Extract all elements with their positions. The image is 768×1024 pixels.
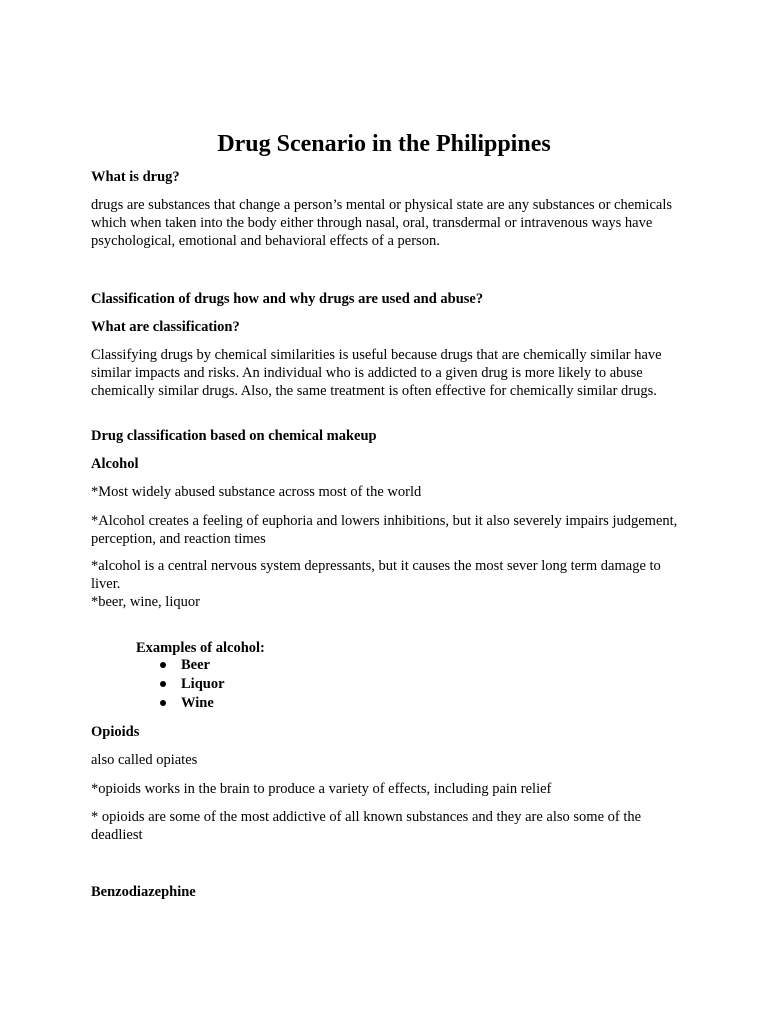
- heading-alcohol: Alcohol: [91, 456, 139, 472]
- paragraph-alcohol-3: *alcohol is a central nervous system depressants, but it causes the most sever long term damage to liver.: [91, 558, 661, 592]
- list-item: Beer: [136, 656, 225, 675]
- heading-opioids: Opioids: [91, 724, 140, 740]
- paragraph-alcohol-1: *Most widely abused substance across most of the world: [91, 484, 422, 500]
- paragraph-opioids-3: * opioids are some of the most addictive of all known substances and they are also some of the deadliest: [91, 809, 642, 843]
- paragraph-classifying-drugs: Classifying drugs by chemical similarities is useful because drugs that are chemically similar have similar impacts and risks. An individual who is addicted to a given drug is more likely to abuse chemically similar drugs. Also, the same treatment is often effective for chemically similar drugs.: [91, 347, 662, 399]
- heading-classification-how-why: Classification of drugs how and why drugs are used and abuse?: [91, 291, 484, 307]
- heading-benzodiazephine: Benzodiazephine: [91, 884, 196, 900]
- alcohol-examples-list: [136, 656, 225, 713]
- list-item: Liquor: [136, 675, 225, 694]
- bullet-icon: [160, 681, 166, 687]
- document-title: Drug Scenario in the Philippines: [217, 131, 551, 157]
- paragraph-alcohol-2: *Alcohol creates a feeling of euphoria and lowers inhibitions, but it also severely impairs judgement, perception, and reaction times: [91, 513, 678, 547]
- paragraph-drug-definition: drugs are substances that change a person’s mental or physical state are any substances or chemicals which when taken into the body either through nasal, oral, transdermal or intravenous ways have psychological, emotional and behavioral effects of a person.: [91, 197, 673, 249]
- question-what-is-drug: What is drug?: [91, 169, 180, 185]
- paragraph-opioids-2: *opioids works in the brain to produce a variety of effects, including pain relief: [91, 781, 552, 797]
- heading-chemical-makeup: Drug classification based on chemical makeup: [91, 428, 377, 444]
- paragraph-opioids-1: also called opiates: [91, 752, 198, 768]
- list-item: Wine: [136, 694, 225, 713]
- question-what-are-classification: What are classification?: [91, 319, 240, 335]
- bullet-icon: [160, 662, 166, 668]
- bullet-icon: [160, 700, 166, 706]
- heading-examples-of-alcohol: Examples of alcohol:: [136, 640, 265, 656]
- paragraph-alcohol-examples-inline: *beer, wine, liquor: [91, 594, 200, 610]
